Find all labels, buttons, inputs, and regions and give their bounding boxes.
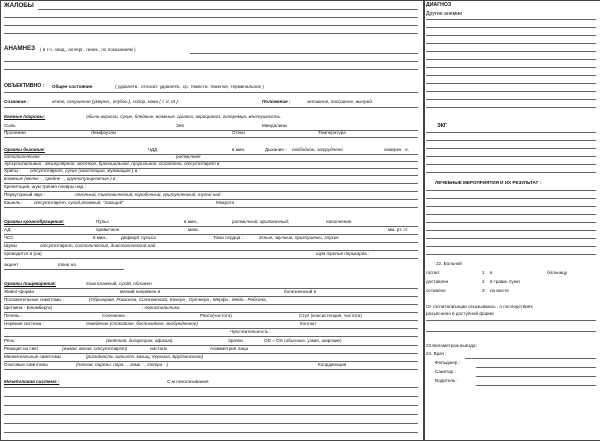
liver-label: Печень - <box>4 313 23 318</box>
line <box>426 164 596 165</box>
diagnosis-heading: ДИАГНОЗ <box>426 2 452 8</box>
line <box>4 320 418 321</box>
line <box>4 207 418 208</box>
peristalsis-label: ; перистальтика <box>142 305 180 310</box>
lymph-label: Лимфоузлы <box>91 130 117 135</box>
filling-label: наполнение <box>326 219 352 224</box>
line <box>426 198 596 199</box>
line <box>426 222 596 223</box>
mmhg-label: мм. рт. ст <box>388 227 408 232</box>
tonsils-label: Миндалины <box>262 123 288 128</box>
rr-label: ЧДД <box>148 147 158 152</box>
coordination-label: Координация <box>318 362 347 367</box>
line <box>4 154 418 155</box>
pericard-label: шум трения перикарда : <box>316 251 370 256</box>
pupils-label: Зрачки <box>228 338 243 343</box>
vomit-label: Рвота(частота) <box>200 313 232 318</box>
line <box>426 246 596 247</box>
percussion-label: Перкуторный звук - <box>4 192 46 197</box>
line <box>4 25 418 26</box>
deficit-label: дефицит пульса <box>121 235 156 240</box>
skin-label: Кожные покровы: <box>4 114 46 119</box>
stool-label: Стул (консистенция, частота) <box>299 313 362 318</box>
murmurs-label: Шумы <box>4 243 17 248</box>
line <box>426 83 596 84</box>
breathing-options: свободное, затруднено <box>292 147 343 152</box>
line <box>4 69 418 70</box>
line <box>476 385 596 386</box>
line <box>426 230 596 231</box>
shchetkin-label: Щеткина - Блюмберга) <box>4 305 53 310</box>
rales-label: Хрипы - <box>4 168 21 173</box>
accent-label: акцент <box>4 262 19 267</box>
anamnesis-hint: ( в т.ч. эпид., аллерг., гинек., по показаниям ) <box>40 47 136 52</box>
line <box>4 432 418 433</box>
line <box>476 376 596 377</box>
option-1-number: 1 <box>482 270 485 275</box>
throat-label: Зев <box>176 123 184 128</box>
line <box>426 27 596 28</box>
nervous-label: Нервная система : <box>4 321 44 326</box>
line <box>4 258 418 259</box>
max-label: макс. <box>188 227 200 232</box>
urogenital-label: Мочеполовая система : <box>4 379 60 384</box>
per-min2-label: в мин., <box>184 219 199 224</box>
position-label: Положение : <box>262 99 291 104</box>
spleen-label: Селезенка - <box>102 313 128 318</box>
nervous-options: поведение (спокойное, беспокойное, возбужденное) <box>86 321 198 326</box>
line <box>38 9 418 10</box>
km-label: 23.Километраж выезда: <box>426 343 477 348</box>
line <box>465 358 596 359</box>
anamnesis-heading: АНАМНЕЗ <box>4 45 36 52</box>
bp-label: АД <box>4 227 11 232</box>
skin-options: обычн.окраски, сухие, бледные, влажные. Цианоз, акроцианоз, гиперемия, желтушность. <box>86 114 282 119</box>
consciousness-options: ясное, оглушение (умерен., глубок.), сопор, кома ( I, II, III ). <box>52 99 180 104</box>
line <box>426 238 596 239</box>
line <box>426 206 596 207</box>
meningeal-label: Менингеальные симптомы <box>4 354 62 359</box>
dig-organs-label: Органы пищеварения: <box>4 281 57 286</box>
line <box>426 99 596 100</box>
line <box>190 53 418 54</box>
line <box>4 414 418 415</box>
line <box>4 396 418 397</box>
line <box>4 33 418 34</box>
pulse-label: Пульс <box>96 219 109 224</box>
percussion-options: легочный, тимпанический, коробочный, притупленный, тупой над : <box>75 192 223 197</box>
resp-organs-label: Органы дыхания: <box>4 147 45 152</box>
rales-options: отсутствуют, сухие (свистящие, жужжащие ) в : <box>30 168 140 173</box>
line <box>4 17 418 18</box>
line <box>4 387 418 388</box>
line <box>426 172 596 173</box>
line <box>4 92 418 93</box>
feldsher-label: Фельдшер : <box>435 360 460 365</box>
line <box>4 288 418 289</box>
symptoms-options: (Образцова, Ровзинга, Ситковского, Кохера , Ортнера , Мерфи , Мейо - Робсона, <box>89 297 267 302</box>
line <box>4 369 418 370</box>
line <box>426 91 596 92</box>
per-min3-label: в мин., <box>93 235 108 240</box>
heart-tones-options: ясные, звучные, приглушены, глухие <box>259 235 339 240</box>
cough-label: Кашель - <box>4 200 24 205</box>
line <box>426 331 596 332</box>
line <box>426 107 596 108</box>
sputum-label: Мокрота <box>216 200 235 205</box>
tone-on-label: тона на <box>58 262 76 267</box>
painful-label: болезненный в <box>284 289 317 294</box>
diagnosis-value: Другие анемии <box>426 11 463 17</box>
rales-wet-label: влажные (мелко - , средне - , крупнопузырчатые ) в : <box>4 176 118 181</box>
line <box>426 148 596 149</box>
complaints-heading: ЖАЛОБЫ <box>4 2 34 9</box>
general-state-options: ( удовлетв., относит. удовлетв., ср. тяжести, тяжелое, терминальное ) <box>115 84 264 89</box>
option-3-label: на месте <box>490 288 509 293</box>
refusal-text: От госпитализации отказываюсь , о последствиях <box>426 304 533 309</box>
superficial-label: поверхн - е, <box>384 147 410 152</box>
light-options: (живая, вялая, отсутствует) <box>62 346 128 351</box>
line <box>426 59 596 60</box>
crepitation-label: Крепитация, шум трения плевры над : <box>4 184 86 189</box>
line <box>426 43 596 44</box>
line <box>4 234 418 235</box>
speech-label: Речь: <box>4 338 16 343</box>
pathological-label: патологическое <box>4 154 40 159</box>
focal-options: (плегия, парезы: пара - , геми - , тетра - ) <box>76 362 168 367</box>
auscultatory-label: Аускультативно - везикулярное, жесткое, бронхиальное, пуэрильное, ослаблено, отсутствует в <box>4 161 220 166</box>
general-state-label: Общее состояние <box>52 84 93 89</box>
line <box>4 336 418 337</box>
circ-organs-label: Органы кровообращения: <box>4 219 65 224</box>
asym-label: Асимметрия лица <box>210 346 249 351</box>
rash-label: Сыпь <box>4 123 16 128</box>
meningeal-options: (ригидность затылоч. мышц, Кернига, Брудзинского) <box>86 354 204 359</box>
line <box>4 353 418 354</box>
line <box>4 405 418 406</box>
pasternatsky-label: С-м поколачивания <box>167 379 209 384</box>
line <box>426 19 596 20</box>
line <box>4 107 418 108</box>
line <box>4 130 418 131</box>
line <box>4 423 418 424</box>
murmurs-options: отсутствуют, систолический, диастолический над <box>40 243 156 248</box>
line <box>426 140 596 141</box>
speech-options: (внятная, дизартрия, афазия) <box>106 338 173 343</box>
symptoms-label: Положительные симптомы : <box>4 297 64 302</box>
line <box>426 67 596 68</box>
edema-label: Отеки <box>232 130 245 135</box>
line <box>4 328 418 329</box>
delivered-label: доставлен <box>426 279 449 284</box>
option-1-label: в <box>490 270 493 275</box>
sensitivity-label: Чувствительность : <box>230 329 272 334</box>
hr-label: ЧСС <box>4 235 14 240</box>
heart-tones-label: Тоны сердца : <box>213 235 243 240</box>
breathing-label: Дыхание - <box>265 147 287 152</box>
line <box>426 254 596 255</box>
line <box>426 214 596 215</box>
option-2-label: в травм. пункт <box>490 279 521 284</box>
line <box>476 367 596 368</box>
option-1-tail: больницу <box>547 270 568 275</box>
line <box>426 156 596 157</box>
line <box>426 320 596 321</box>
line <box>4 361 418 362</box>
temperature-label: Температура <box>318 130 346 135</box>
consciousness-label: Сознание : <box>4 99 29 104</box>
line <box>4 269 124 270</box>
line <box>426 35 596 36</box>
contact-label: Контакт <box>300 321 317 326</box>
orderly-label: Санитар : <box>435 369 456 374</box>
bedsores-label: Пролежни <box>4 130 26 135</box>
refusal-text-2: разъяснено в доступной форме <box>426 311 494 316</box>
ecg-heading: ЭКГ <box>437 123 447 129</box>
rhythmic-label: ритмичное <box>176 154 201 159</box>
focal-label: Очаговые симптомы <box>4 362 48 367</box>
option-2-number: 2 <box>482 279 485 284</box>
usual-label: привычное <box>96 227 120 232</box>
patient-label: 22. Больной <box>436 261 462 266</box>
hospit-label: госпит. <box>426 270 441 275</box>
pulse-options: ритмичный, аритмичный; <box>232 219 290 224</box>
line <box>4 137 418 138</box>
line <box>4 226 418 227</box>
objective-heading: ОБЪЕКТИВНО : <box>4 83 45 89</box>
position-options: активное, пассивное, вынужд. <box>307 99 374 104</box>
treatment-heading: ЛЕЧЕБНЫЕ МЕРОПРИЯТИЯ И ИХ РЕЗУЛЬТАТ : <box>435 180 542 185</box>
nystagmus-label: нистагм <box>150 346 167 351</box>
line <box>4 304 418 305</box>
line <box>426 190 596 191</box>
line <box>426 75 596 76</box>
light-label: Реакция на свет <box>4 346 39 351</box>
pupils-options: OD = OS (обычные, узкие, широкие) <box>264 338 342 343</box>
carried-label: проводится в (на) <box>4 251 42 256</box>
left-on-label: оставлен <box>426 288 446 293</box>
option-3-number: 3 <box>482 288 485 293</box>
line <box>426 132 596 133</box>
per-min-label: в мин. <box>232 147 246 152</box>
abdomen-label: Живот-форма <box>4 289 34 294</box>
driver-label: Водитель : <box>435 378 458 383</box>
abdomen-soft-label: мягкий напряжен в <box>120 289 161 294</box>
cough-options: отсутствует, сухой,влажный, "лающий" <box>34 200 124 205</box>
doctor-label: 24. Врач : <box>426 351 447 356</box>
line <box>426 51 596 52</box>
line <box>4 61 418 62</box>
tongue-label: язык влажный, сухой, обложен <box>86 281 152 286</box>
